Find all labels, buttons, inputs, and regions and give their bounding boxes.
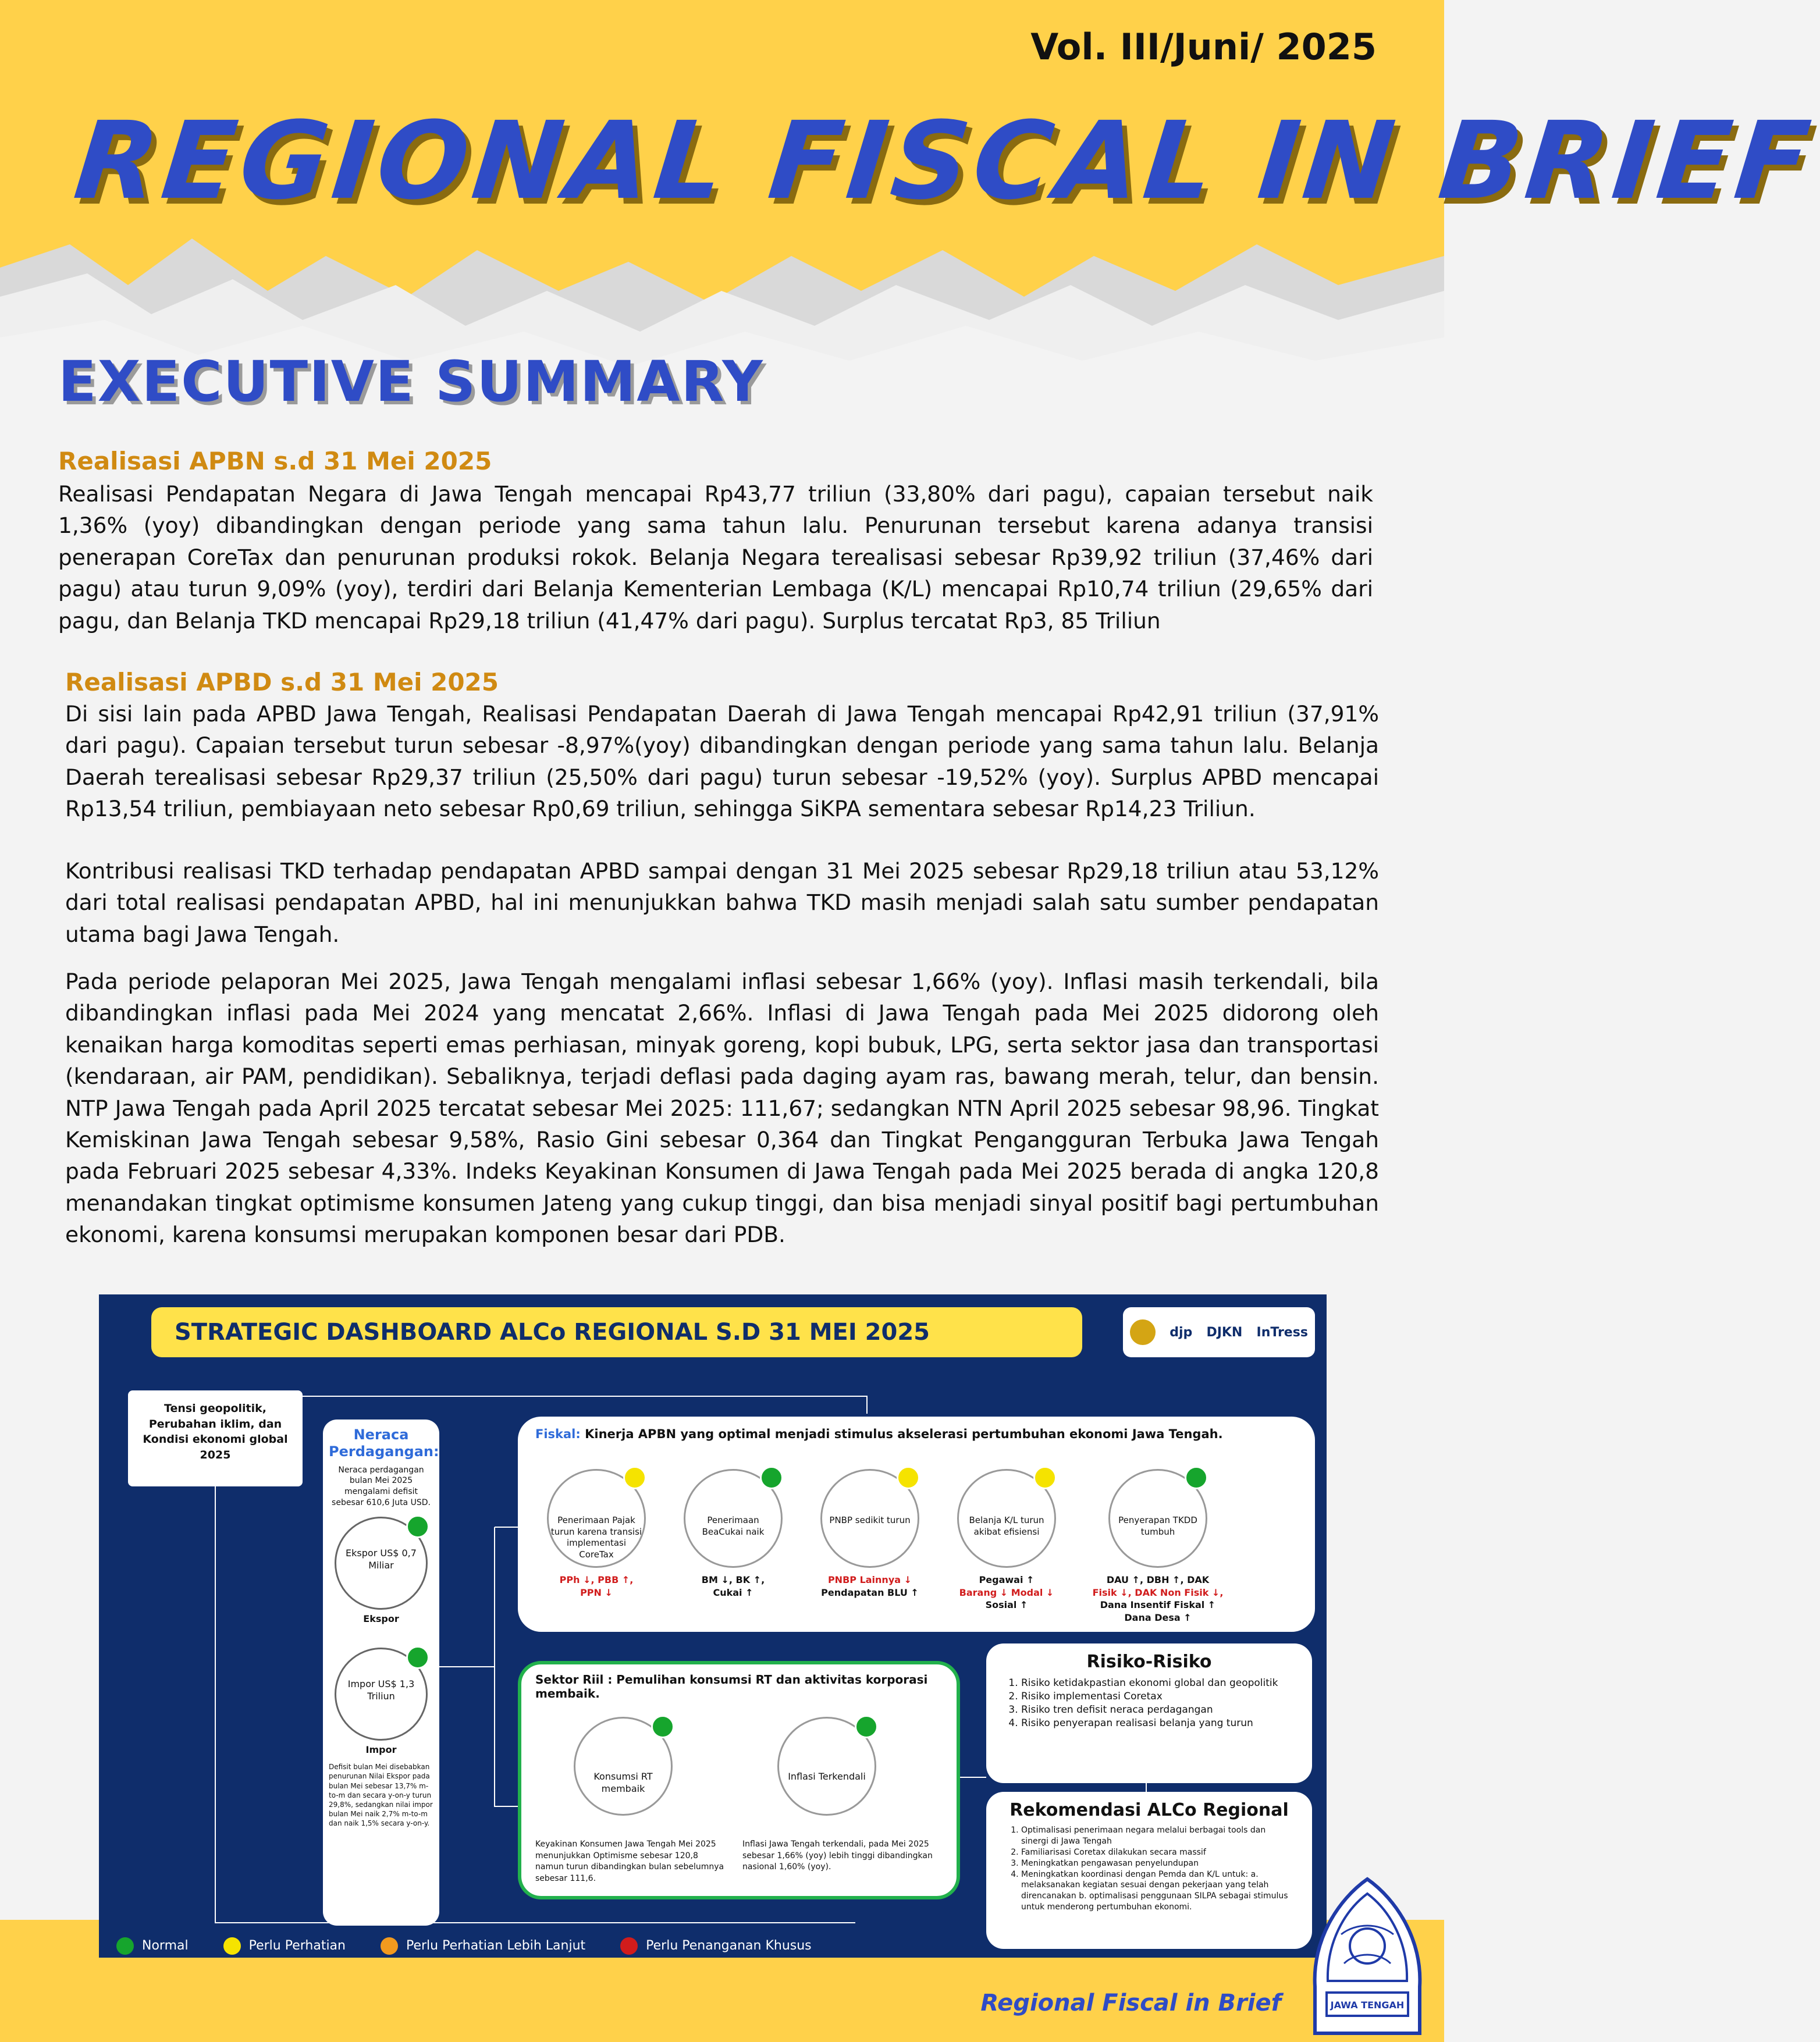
fiskal-label: Fiskal: [535,1427,581,1441]
legend-item-normal [116,1937,189,1955]
pnbp-text: PNBP sedikit turun [829,1515,911,1525]
pajak-text: Penerimaan Pajak turun karena transisi implementasi CoreTax [550,1515,642,1560]
legend-label: Perlu Perhatian Lebih Lanjut [406,1938,586,1953]
status-dot-yellow [623,1466,646,1489]
legend-label: Perlu Perhatian [248,1938,346,1953]
beacukai-circle [684,1469,783,1568]
fiskal-item-beacukai [672,1469,794,1599]
legend-red-swatch [620,1937,638,1955]
apbd-paragraph: Di sisi lain pada APBD Jawa Tengah, Realisasi Pendapatan Daerah di Jawa Tengah mencapai Rp42,91 triliun (37,91% dari pagu). Capaian tersebut turun sebesar -8,97%(yoy) dibandingkan dengan periode yang sama tahun lalu. Belanja Daerah terealisasi sebesar Rp29,37 triliun (25,50% dari pagu) turun sebesar -19,52% (yoy). Surplus APBD mencapai Rp13,54 triliun, pembiayaan neto sebesar Rp0,69 triliun, sehingga SiKPA sementara sebesar Rp14,23 Triliun. [65,701,1379,822]
list-item: 1. Risiko ketidakpastian ekonomi global dan geopolitik [1021,1677,1295,1690]
status-legend [116,1937,989,1955]
dashboard-title: STRATEGIC DASHBOARD ALCo REGIONAL S.D 31 MEI 2025 [151,1307,1082,1357]
ekspor-value: Ekspor US$ 0,7 Miliar [346,1547,417,1571]
list-item: 2. Risiko implementasi Coretax [1021,1690,1295,1703]
page-title: REGIONAL FISCAL IN BRIEF [69,99,1820,223]
status-dot-green [651,1715,674,1738]
belanja-text: Belanja K/L turun akibat efisiensi [969,1515,1044,1537]
fiskal-item-belanja-kl [945,1469,1068,1611]
apbn-heading: Realisasi APBN s.d 31 Mei 2025 [58,447,492,475]
legend-item-khusus [620,1937,812,1955]
legend-green-swatch [116,1937,134,1955]
status-dot-green [855,1715,878,1738]
tkdd-line4: Dana Desa ↑ [1124,1611,1192,1623]
emblem-text: JAWA TENGAH [1330,2000,1405,2011]
rekomendasi-title: Rekomendasi ALCo Regional [1009,1800,1289,1820]
inflasi-label: Inflasi Terkendali [788,1771,866,1782]
pnbp-line2: Pendapatan BLU ↑ [821,1586,919,1598]
neraca-footnote: Defisit bulan Mei disebabkan penurunan Nilai Ekspor pada bulan Mei sebesar 13,7% m-to-m dan secara y-on-y turun 29,8%, sedangkan nilai impor bulan Mei naik 2,7% m-to-m dan naik 1,5% secara y-on-y. [329,1763,433,1828]
tkdd-line3: Dana Insentif Fiskal ↑ [1100,1599,1216,1611]
pajak-line2: PPN ↓ [580,1586,613,1598]
fiskal-item-tkdd [1082,1469,1234,1624]
list-item: 4. Risiko penyerapan realisasi belanja yang turun [1021,1717,1295,1730]
fiskal-header [535,1427,1298,1441]
apbd-heading: Realisasi APBD s.d 31 Mei 2025 [65,668,499,696]
neraca-title: Neraca Perdagangan: [329,1426,439,1460]
risiko-list [1021,1677,1295,1730]
logo-djkn: DJKN [1206,1325,1243,1340]
tkd-paragraph: Kontribusi realisasi TKD terhadap pendapatan APBD sampai dengan 31 Mei 2025 sebesar Rp29,18 triliun atau 53,12% dari total realisasi pendapatan APBD, hal ini menunjukkan bahwa TKD masih menjadi salah satu sumber pendapatan utama bagi Jawa Tengah. [65,858,1379,947]
jawa-tengah-emblem-icon [1309,1876,1426,2039]
legend-yellow-swatch [223,1937,241,1955]
neraca-desc: Neraca perdagangan bulan Mei 2025 mengalami defisit sebesar 610,6 Juta USD. [332,1465,431,1508]
volume-label: Vol. III/Juni/ 2025 [1030,26,1377,68]
konsumsi-note: Keyakinan Konsumen Jawa Tengah Mei 2025 menunjukkan Optimisme sebesar 120,8 namun turun dibandingkan bulan sebelumnya sebesar 111,6. [535,1840,724,1883]
belanja-circle [957,1469,1056,1568]
list-item: 3. Risiko tren defisit neraca perdagangan [1021,1703,1295,1717]
strategic-dashboard [99,1294,1327,1958]
belanja-line2: Barang ↓ Modal ↓ [959,1586,1054,1598]
neraca-panel [323,1420,439,1926]
sektor-riil-panel [518,1661,960,1899]
status-dot-green [760,1466,783,1489]
risiko-panel [986,1643,1312,1783]
section-title: EXECUTIVE SUMMARY [58,349,764,414]
konsumsi-circle [574,1717,673,1816]
fiskal-panel [518,1417,1315,1632]
macro-paragraph: Pada periode pelaporan Mei 2025, Jawa Tengah mengalami inflasi sebesar 1,66% (yoy). Inflasi masih terkendali, bila dibandingkan inflasi pada Mei 2024 yang mencatat 2,66%. Inflasi di Jawa Tengah pada Mei 2025 didorong oleh kenaikan harga komoditas seperti emas perhiasan, minyak goreng, kopi bubuk, LPG, serta sektor jasa dan transportasi (kendaraan, air PAM, pendidikan). Sebaliknya, terjadi deflasi pada daging ayam ras, bawang merah, telur, dan bensin. NTP Jawa Tengah pada April 2025 tercatat sebesar Mei 2025: 111,67; sedangkan NTN April 2025 sebesar 98,96. Tingkat Kemiskinan Jawa Tengah sebesar 9,58%, Rasio Gini sebesar 0,364 dan Tingkat Pengangguran Terbuka Jawa Tengah pada Februari 2025 sebesar 4,33%. Indeks Keyakinan Konsumen di Jawa Tengah pada Mei 2025 berada di angka 120,8 menandakan tingkat optimisme konsumen Jateng yang cukup tinggi, dan bisa menjadi sinyal positif bagi pertumbuhan ekonomi, karena konsumsi merupakan komponen besar dari PDB. [65,969,1379,1247]
riil-header: Sektor Riil : Pemulihan konsumsi RT dan aktivitas korporasi membaik. [535,1673,928,1701]
status-dot-yellow [897,1466,920,1489]
ekspor-circle [335,1517,428,1610]
risiko-title: Risiko-Risiko [1086,1652,1212,1672]
footer-brand: Regional Fiscal in Brief [980,1990,1281,2016]
status-dot-green [1185,1466,1208,1489]
fiskal-item-pajak [535,1469,657,1599]
list-item: 4. Meningkatkan koordinasi dengan Pemda dan K/L untuk: a. melaksanakan kegiatan sesuai dengan pekerjaan yang telah direncanakan b. optimalisasi penggunaan SILPA sebagai stimulus untuk menderong pertumbuhan ekonomi. [1021,1869,1295,1913]
list-item: 1. Optimalisasi penerimaan negara melalui berbagai tools dan sinergi di Jawa Tengah [1021,1825,1295,1847]
status-dot-green [406,1515,429,1538]
fiskal-item-pnbp [809,1469,931,1599]
impor-circle [335,1648,428,1741]
rekomendasi-panel [986,1792,1312,1949]
legend-item-lanjut [381,1937,585,1955]
pajak-line1: PPh ↓, PBB ↑, [559,1574,634,1585]
beacukai-text: Penerimaan BeaCukai naik [702,1515,765,1537]
konsumsi-label: Konsumsi RT membaik [593,1771,653,1794]
ekspor-label: Ekspor [363,1613,399,1625]
inflasi-note: Inflasi Jawa Tengah terkendali, pada Mei 2025 sebesar 1,66% (yoy) lebih tinggi dibandingkan nasional 1,60% (yoy). [742,1840,933,1872]
legend-item-perhatian [223,1937,346,1955]
tension-box: Tensi geopolitik, Perubahan iklim, dan Kondisi ekonomi global 2025 [128,1390,303,1486]
list-item: 3. Meningkatkan pengawasan penyelundupan [1021,1858,1295,1869]
apbn-paragraph: Realisasi Pendapatan Negara di Jawa Tengah mencapai Rp43,77 triliun (33,80% dari pagu), capaian tersebut naik 1,36% (yoy) dibandingkan dengan periode yang sama tahun lalu. Penurunan tersebut karena adanya transisi penerapan CoreTax dan penurunan produksi rokok. Belanja Negara terealisasi sebesar Rp39,92 triliun (37,46% dari pagu) atau turun 9,09% (yoy), terdiri dari Belanja Kementerian Lembaga (K/L) mencapai Rp10,74 triliun (29,65% dari pagu, dan Belanja TKD mencapai Rp29,18 triliun (41,47% dari pagu). Surplus tercatat Rp3, 85 Triliun [58,481,1373,634]
impor-value: Impor US$ 1,3 Triliun [347,1678,415,1702]
status-dot-green [406,1646,429,1669]
tkdd-circle [1108,1469,1207,1568]
beacukai-line1: BM ↓, BK ↑, [701,1574,765,1585]
belanja-line3: Sosial ↑ [985,1599,1028,1611]
legend-orange-swatch [381,1937,398,1955]
tkdd-text: Penyerapan TKDD tumbuh [1118,1515,1197,1537]
legend-label: Normal [142,1938,189,1953]
inflasi-circle [777,1717,876,1816]
beacukai-line2: Cukai ↑ [713,1586,753,1598]
belanja-line1: Pegawai ↑ [979,1574,1035,1585]
legend-label: Perlu Penanganan Khusus [646,1938,812,1953]
pnbp-line1: PNBP Lainnya ↓ [827,1574,912,1585]
fiskal-desc: Kinerja APBN yang optimal menjadi stimulus akselerasi pertumbuhan ekonomi Jawa Tengah. [585,1427,1223,1441]
logo-djp: djp [1170,1325,1193,1340]
pnbp-circle [820,1469,919,1568]
impor-label: Impor [365,1744,397,1756]
logo-intress: InTress [1256,1325,1308,1340]
status-dot-yellow [1033,1466,1057,1489]
pajak-circle [547,1469,646,1568]
list-item: 2. Familiarisasi Coretax dilakukan secara massif [1021,1847,1295,1858]
tkdd-line1: DAU ↑, DBH ↑, DAK [1106,1574,1210,1585]
rekomendasi-list [1021,1825,1295,1913]
tkdd-line2: Fisik ↓, DAK Non Fisik ↓, [1092,1586,1224,1598]
